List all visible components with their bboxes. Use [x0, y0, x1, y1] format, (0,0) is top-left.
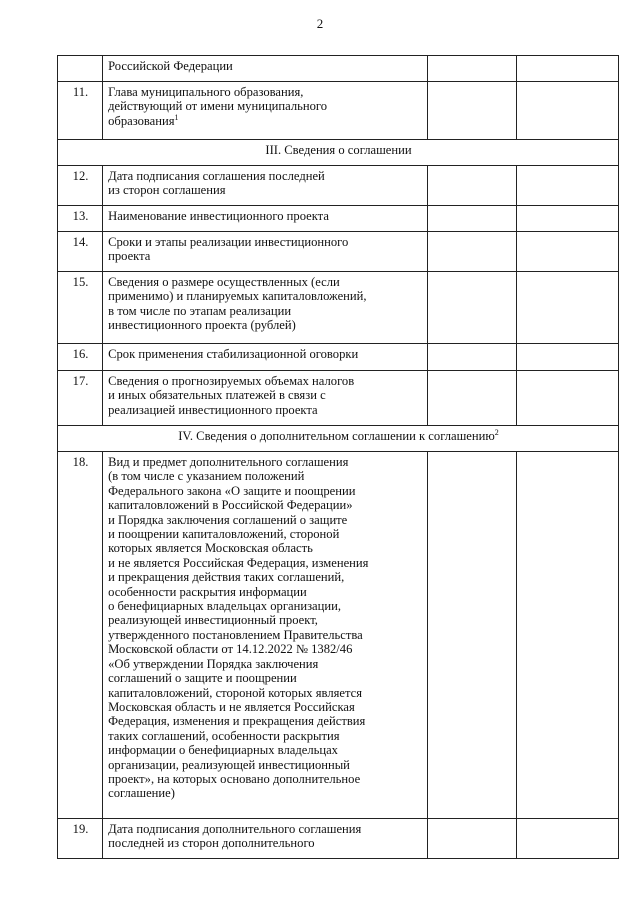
section-header-row	[58, 426, 619, 452]
row-label: Вид и предмет дополнительного соглашения (в том числе с указанием положений Федерального закона «О защите и поощрении капиталовложений в Российской Федерации» и Порядка заключения соглашений о защите и поощрении капиталовложений, стороной которых является Московская область и не является Российская Федерация, изменения и прекращения действия таких соглашений, особенности раскрытия информации о бенефициарных владельцах организации, реализующей инвестиционный проект, утвержденного постановлением Правительства Московской области от 14.12.2022 № 1382/46 «Об утверждении Порядка заключения соглашений о защите и поощрении капиталовложений, стороной которых является Московская область и не является Российская Федерация, изменения и прекращения действия таких соглашений, особенности раскрытия информации о бенефициарных владельцах организации, реализующей инвестиционный проект», на которых основано дополнительное соглашение)	[103, 452, 428, 819]
footnote-marker: 2	[494, 427, 499, 437]
footnote-marker: 1	[174, 112, 179, 122]
form-table	[57, 55, 619, 859]
row-label: Наименование инвестиционного проекта	[103, 206, 428, 232]
row-label: Сроки и этапы реализации инвестиционного проекта	[103, 232, 428, 272]
value-cell	[428, 206, 517, 232]
table-row	[58, 371, 619, 426]
row-label: Сведения о размере осуществленных (если применимо) и планируемых капиталовложений, в том числе по этапам реализации инвестиционного проекта (рублей)	[103, 272, 428, 344]
value-cell	[428, 819, 517, 859]
row-number: 15.	[58, 272, 103, 344]
row-number: 11.	[58, 82, 103, 140]
table-row	[58, 232, 619, 272]
table-row	[58, 82, 619, 140]
value-cell	[428, 232, 517, 272]
note-cell	[517, 272, 619, 344]
row-number	[58, 56, 103, 82]
row-label: Дата подписания дополнительного соглашения последней из сторон дополнительного	[103, 819, 428, 859]
value-cell	[428, 344, 517, 371]
value-cell	[428, 452, 517, 819]
note-cell	[517, 452, 619, 819]
row-number: 13.	[58, 206, 103, 232]
row-label: Срок применения стабилизационной оговорки	[103, 344, 428, 371]
table-row	[58, 56, 619, 82]
note-cell	[517, 166, 619, 206]
table-row	[58, 166, 619, 206]
row-number: 12.	[58, 166, 103, 206]
table-row	[58, 344, 619, 371]
row-label: Глава муниципального образования, действующий от имени муниципального образования$^1$	[103, 82, 428, 140]
row-number: 16.	[58, 344, 103, 371]
row-label: Дата подписания соглашения последней из сторон соглашения	[103, 166, 428, 206]
row-number: 18.	[58, 452, 103, 819]
note-cell	[517, 206, 619, 232]
value-cell	[428, 56, 517, 82]
value-cell	[428, 82, 517, 140]
row-number: 14.	[58, 232, 103, 272]
note-cell	[517, 56, 619, 82]
page-number: 2	[316, 16, 324, 31]
value-cell	[428, 272, 517, 344]
table-row	[58, 206, 619, 232]
row-label: Сведения о прогнозируемых объемах налогов и иных обязательных платежей в связи с реализацией инвестиционного проекта	[103, 371, 428, 426]
value-cell	[428, 371, 517, 426]
note-cell	[517, 819, 619, 859]
table-row	[58, 819, 619, 859]
section-header-row	[58, 140, 619, 166]
note-cell	[517, 371, 619, 426]
section-title: IV. Сведения о дополнительном соглашении к соглашению$^2$	[58, 426, 619, 452]
row-number: 17.	[58, 371, 103, 426]
note-cell	[517, 232, 619, 272]
section-title: III. Сведения о соглашении	[58, 140, 619, 166]
table-row	[58, 272, 619, 344]
row-number: 19.	[58, 819, 103, 859]
value-cell	[428, 166, 517, 206]
note-cell	[517, 82, 619, 140]
note-cell	[517, 344, 619, 371]
row-label: Российской Федерации	[103, 56, 428, 82]
table-row	[58, 452, 619, 819]
